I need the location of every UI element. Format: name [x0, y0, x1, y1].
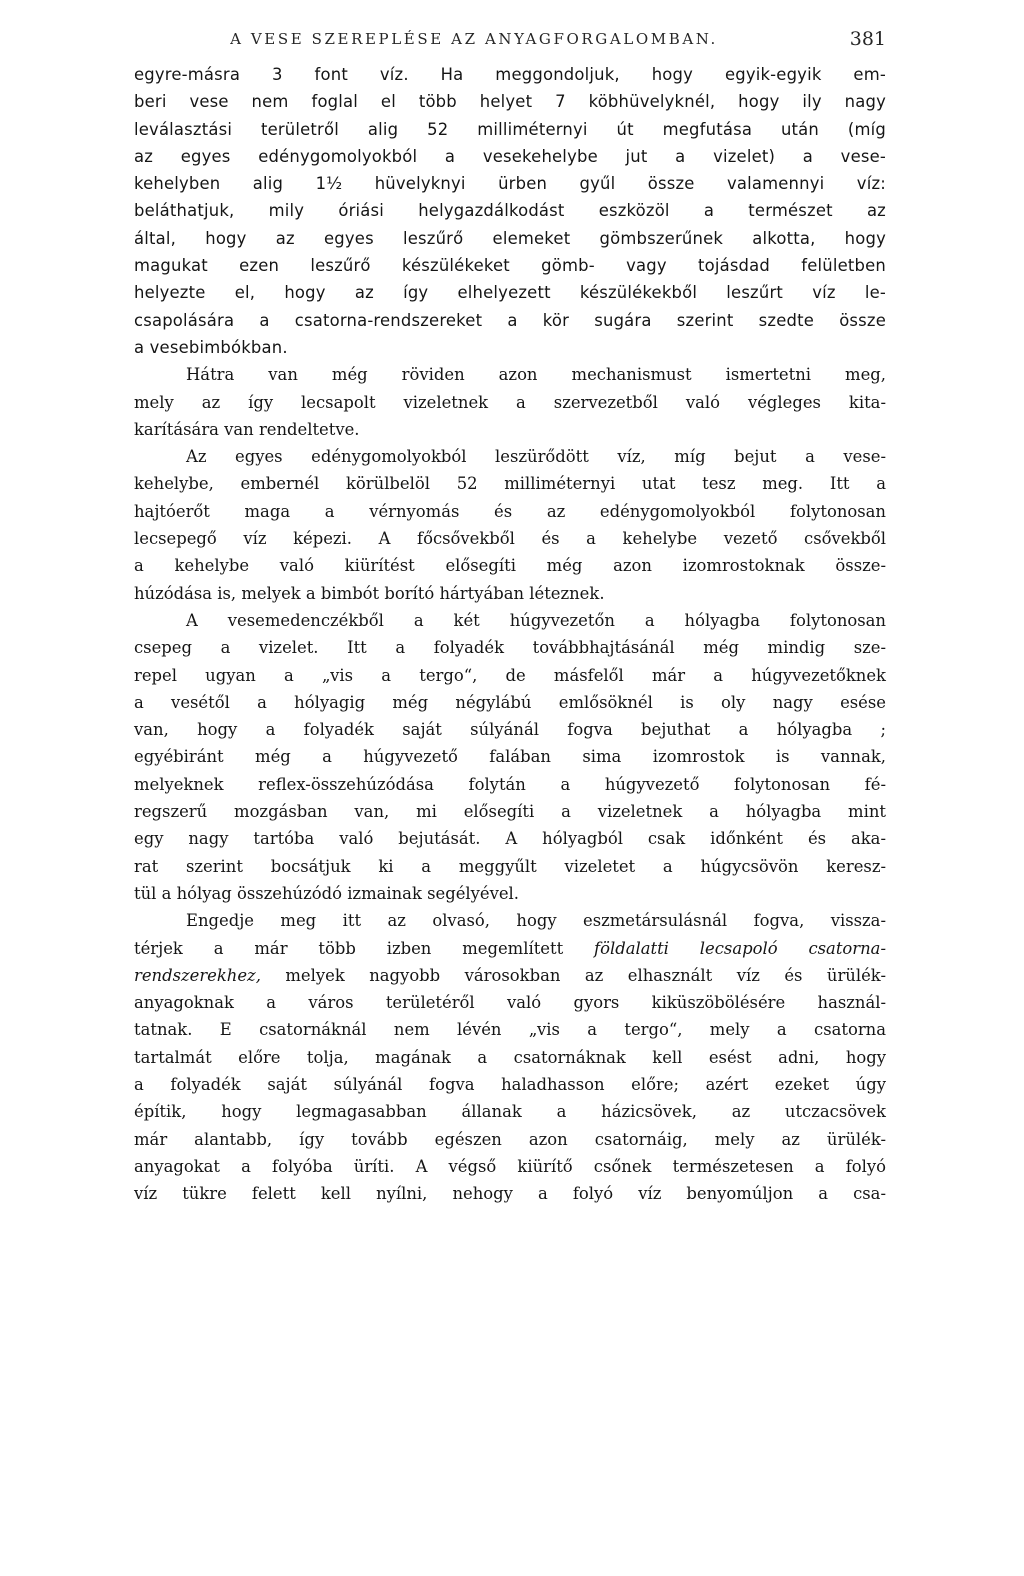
line-text: térjek a már több izben megemlített — [134, 938, 595, 958]
line-text: A vesemedenczékből a két húgyvezetőn a hólyagba folytonosan — [186, 610, 886, 630]
line-text: a vesétől a hólyagig még négylábú emlősöknél is oly nagy esése — [134, 692, 886, 712]
text-line — [134, 170, 886, 197]
line-text: beláthatjuk, mily óriási helygazdálkodást eszközöl a természet az — [134, 201, 886, 221]
line-text: leválasztási területről alig 52 milliméternyi út megfutása után (míg — [134, 119, 886, 139]
text-line — [134, 389, 886, 416]
line-text: melyek nagyobb városokban az elhasznált víz és ürülék- — [260, 965, 886, 985]
text-line — [134, 634, 886, 661]
line-text: által, hogy az egyes leszűrő elemeket gömbszerűnek alkotta, hogy — [134, 228, 886, 248]
line-text: egyre-másra 3 font víz. Ha meggondoljuk, hogy egyik-egyik em- — [134, 65, 886, 84]
line-text: az egyes edénygomolyokból a vesekehelybe jut a vizelet) a vese- — [134, 146, 886, 166]
line-text: anyagoknak a város területéről való gyors kiküszöbölésére használ- — [134, 993, 886, 1013]
line-text: a vesebimbókban. — [134, 337, 288, 357]
line-text: melyeknek reflex-összehúzódása folytán a húgyvezető folytonosan fé- — [134, 774, 886, 794]
text-line — [134, 552, 886, 579]
text-line — [134, 689, 886, 716]
text-line — [134, 498, 886, 525]
text-line — [134, 279, 886, 306]
text-line — [134, 525, 886, 552]
line-text: mely az így lecsapolt vizeletnek a szervezetből való végleges kita- — [134, 392, 886, 412]
text-line — [134, 361, 886, 388]
text-line — [134, 962, 886, 989]
text-line — [134, 470, 886, 497]
text-line — [134, 225, 886, 252]
line-text: víz tükre felett kell nyílni, nehogy a folyó víz benyomúljon a csa- — [134, 1184, 886, 1204]
line-text: rat szerint bocsátjuk ki a meggyűlt vizeletet a húgycsövön keresz- — [134, 856, 886, 876]
text-line — [134, 116, 886, 143]
text-line — [134, 662, 886, 689]
text-line — [134, 771, 886, 798]
line-text: repel ugyan a „vis a tergo“, de másfelől már a húgyvezetőknek — [134, 665, 886, 685]
line-text: beri vese nem foglal el több helyet 7 köbhüvelyknél, hogy ily nagy — [134, 92, 886, 112]
text-line — [134, 716, 886, 743]
line-text: lecsepegő víz képezi. A főcsővekből és a kehelybe vezető csővekből — [134, 529, 886, 549]
running-title: A VESE SZEREPLÉSE AZ ANYAGFORGALOMBAN. — [230, 30, 718, 48]
line-text: Engedje meg itt az olvasó, hogy eszmetársulásnál fogva, vissza- — [186, 911, 886, 931]
line-text: regszerű mozgásban van, mi elősegíti a vizeletnek a hólyagba mint — [134, 802, 886, 822]
line-text: egyébiránt még a húgyvezető falában sima izomrostok is vannak, — [134, 747, 886, 767]
text-line — [134, 1180, 886, 1207]
text-line — [134, 197, 886, 224]
line-text: már alantabb, így tovább egészen azon csatornáig, mely az ürülék- — [134, 1129, 886, 1149]
text-line — [134, 307, 886, 334]
text-line — [134, 334, 886, 361]
line-text: tül a hólyag összehúzódó izmainak segélyével. — [134, 883, 520, 903]
italic-phrase: földalatti lecsapoló csatorna- — [594, 938, 886, 958]
text-line — [134, 853, 886, 880]
line-text: hajtóerőt maga a vérnyomás és az edénygomolyokból folytonosan — [134, 501, 886, 521]
text-line — [134, 1153, 886, 1180]
text-line — [134, 989, 886, 1016]
line-text: kehelyben alig 1½ hüvelyknyi ürben gyűl össze valamennyi víz: — [134, 174, 886, 194]
text-line — [134, 798, 886, 825]
text-line — [134, 607, 886, 634]
line-text: egy nagy tartóba való bejutását. A hólyagból csak időnként és aka- — [134, 829, 886, 849]
text-line — [134, 825, 886, 852]
line-text: a kehelybe való kiürítést elősegíti még azon izomrostoknak össze- — [134, 556, 886, 576]
text-line — [134, 252, 886, 279]
text-line — [134, 580, 886, 607]
line-text: tartalmát előre tolja, magának a csatornáknak kell esést adni, hogy — [134, 1047, 886, 1067]
page-number: 381 — [849, 28, 886, 50]
text-line — [134, 416, 886, 443]
text-line — [134, 1071, 886, 1098]
text-line — [134, 443, 886, 470]
running-header — [134, 24, 886, 54]
line-text: tatnak. E csatornáknál nem lévén „vis a tergo“, mely a csatorna — [134, 1020, 886, 1040]
text-line — [134, 935, 886, 962]
text-line — [134, 1016, 886, 1043]
italic-phrase: rendszerekhez, — [134, 965, 261, 985]
line-text: húzódása is, melyek a bimbót borító hártyában léteznek. — [134, 583, 605, 603]
line-text: építik, hogy legmagasabban állanak a házicsövek, az utczacsövek — [134, 1102, 886, 1122]
text-line — [134, 61, 886, 88]
line-text: csepeg a vizelet. Itt a folyadék továbbhajtásánál még mindig sze- — [134, 638, 886, 658]
text-line — [134, 1044, 886, 1071]
line-text: a folyadék saját súlyánál fogva haladhasson előre; azért ezeket úgy — [134, 1074, 886, 1094]
text-line — [134, 143, 886, 170]
text-line — [134, 743, 886, 770]
text-line — [134, 880, 886, 907]
line-text: anyagokat a folyóba üríti. A végső kiürítő csőnek természetesen a folyó — [134, 1156, 886, 1176]
line-text: karítására van rendeltetve. — [134, 419, 360, 439]
text-line — [134, 88, 886, 115]
line-text: Hátra van még röviden azon mechanismust ismertetni meg, — [186, 365, 886, 385]
text-line — [134, 907, 886, 934]
line-text: Az egyes edénygomolyokból leszürődött víz, míg bejut a vese- — [186, 447, 886, 467]
line-text: magukat ezen leszűrő készülékeket gömb- vagy tojásdad felületben — [134, 256, 886, 276]
text-line — [134, 1126, 886, 1153]
line-text: csapolására a csatorna-rendszereket a kör sugára szerint szedte össze — [134, 310, 886, 330]
line-text: van, hogy a folyadék saját súlyánál fogva bejuthat a hólyagba ; — [134, 720, 886, 740]
line-text: helyezte el, hogy az így elhelyezett készülékekből leszűrt víz le- — [134, 283, 886, 303]
body-text — [134, 61, 886, 1207]
text-line — [134, 1098, 886, 1125]
line-text: kehelybe, embernél körülbelöl 52 milliméternyi utat tesz meg. Itt a — [134, 474, 886, 494]
